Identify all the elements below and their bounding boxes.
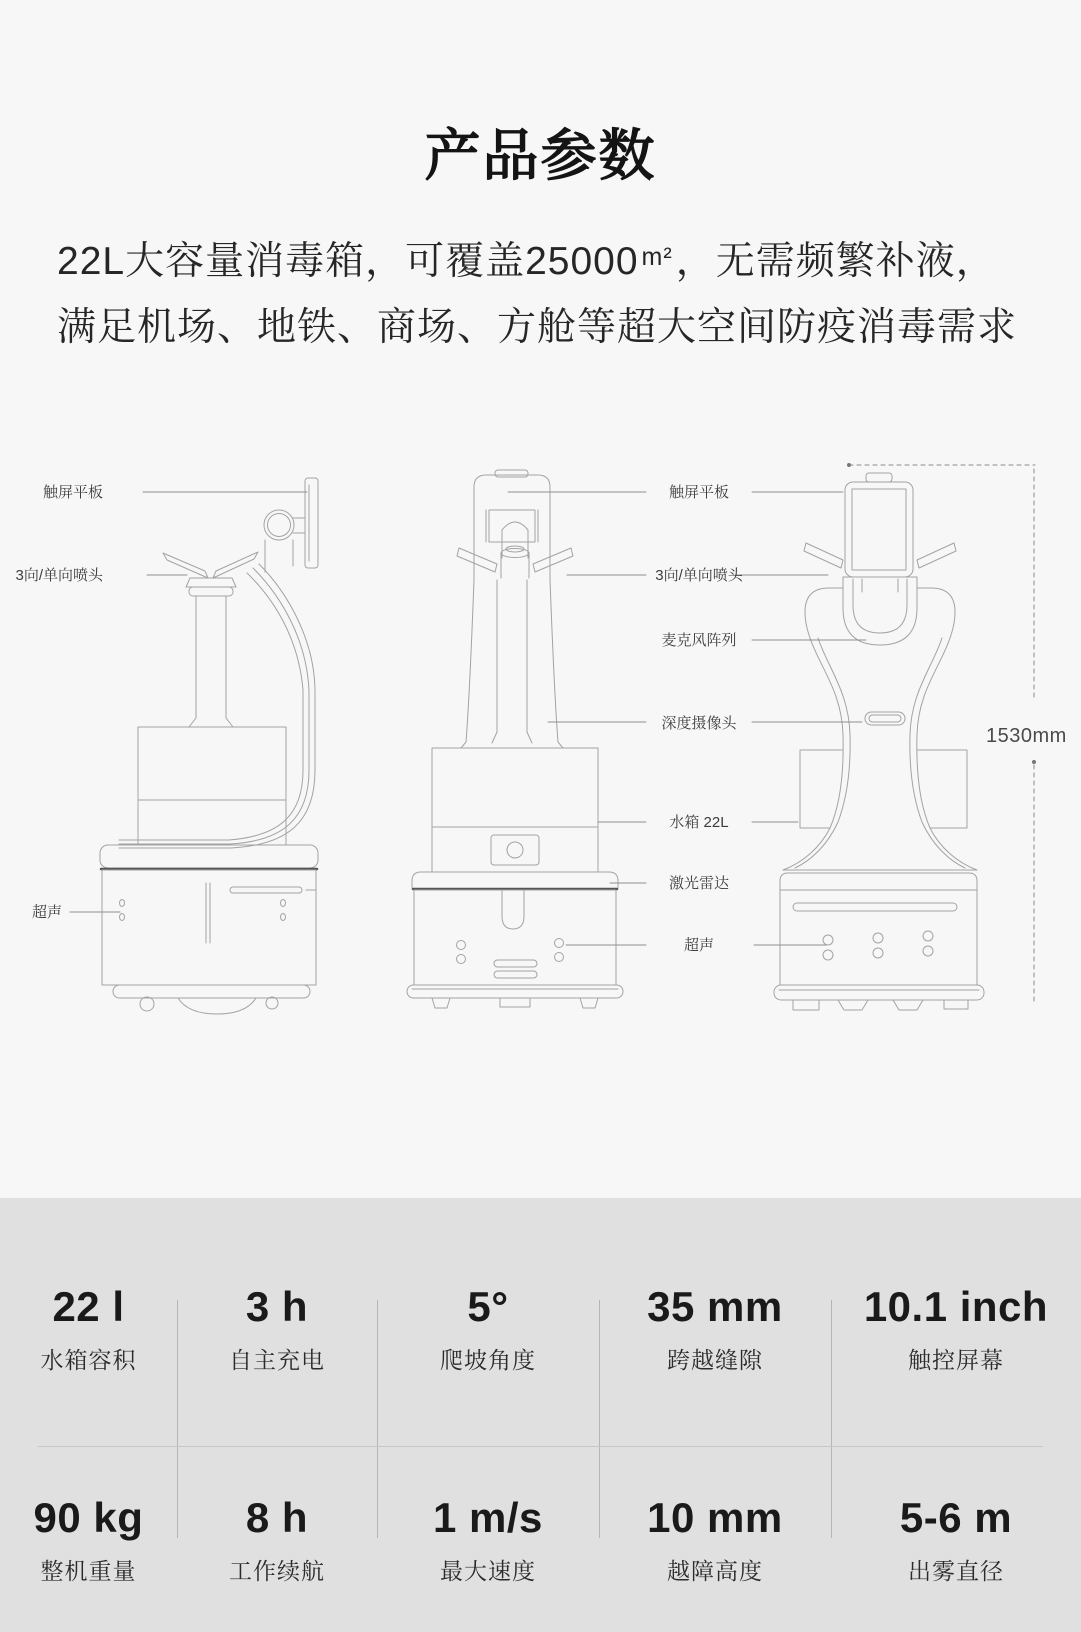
spec-label: 爬坡角度 <box>439 1347 536 1373</box>
spec-value: 10.1 inch <box>863 1283 1049 1330</box>
spec-value: 5° <box>467 1283 509 1330</box>
callout-touchscreen: 触屏平板 <box>668 484 729 501</box>
spec-label: 最大速度 <box>439 1558 536 1584</box>
spec-value: 3 h <box>245 1283 309 1330</box>
spec-item-climb-angle <box>377 1198 599 1446</box>
spec-value: 1 m/s <box>433 1494 543 1541</box>
description-line2: 满足机场、地铁、商场、方舱等超大空间防疫消毒需求 <box>57 306 1018 349</box>
description-line1-pre: 22L大容量消毒箱，可覆盖25000 <box>57 240 639 283</box>
spec-row-1 <box>0 1198 1081 1446</box>
spec-item-obstacle-height <box>599 1447 831 1632</box>
callout-lidar: 激光雷达 <box>668 875 729 892</box>
spec-item-tank-capacity <box>0 1198 177 1446</box>
spec-value: 90 kg <box>33 1494 144 1541</box>
spec-label: 出雾直径 <box>907 1558 1004 1584</box>
robot-diagram <box>0 440 1081 1015</box>
spec-value: 8 h <box>245 1494 309 1541</box>
description-line1-post: ，无需频繁补液， <box>675 240 996 283</box>
spec-item-work-duration <box>177 1447 377 1632</box>
callout-nozzle: 3向/单向喷头 <box>655 567 743 584</box>
spec-label: 工作续航 <box>228 1558 325 1584</box>
spec-item-gap-crossing <box>599 1198 831 1446</box>
product-description <box>57 224 1037 361</box>
spec-section <box>0 1198 1081 1632</box>
spec-label: 自主充电 <box>228 1347 325 1373</box>
callout-depth-camera: 深度摄像头 <box>661 715 737 732</box>
spec-item-max-speed <box>377 1447 599 1632</box>
callout-ultrasonic: 超声 <box>683 937 714 954</box>
height-dimension-label: 1530mm <box>986 725 1067 747</box>
spec-value: 35 mm <box>647 1283 783 1330</box>
robot-left-side-view <box>100 478 318 1014</box>
spec-value: 10 mm <box>647 1494 783 1541</box>
callout-water-tank: 水箱 22L <box>669 814 729 831</box>
page-title: 产品参数 <box>424 124 657 187</box>
callout-ultrasonic-left: 超声 <box>31 904 62 921</box>
callout-microphone-array: 麦克风阵列 <box>661 632 737 649</box>
spec-value: 5-6 m <box>899 1494 1013 1541</box>
callout-nozzle-left: 3向/单向喷头 <box>15 567 103 584</box>
hero-section <box>0 0 1081 440</box>
spec-label: 越障高度 <box>666 1558 763 1584</box>
robot-line-art <box>0 440 1081 1015</box>
spec-value: 22 l <box>52 1283 125 1330</box>
spec-label: 触控屏幕 <box>907 1347 1004 1373</box>
spec-item-touch-screen <box>831 1198 1081 1446</box>
callout-touchscreen-left: 触屏平板 <box>42 484 103 501</box>
spec-item-weight <box>0 1447 177 1632</box>
spec-label: 跨越缝隙 <box>666 1347 763 1373</box>
robot-rear-view <box>774 473 984 1010</box>
spec-label: 整机重量 <box>40 1558 137 1584</box>
spec-row-2 <box>0 1447 1081 1632</box>
robot-front-view <box>407 470 623 1008</box>
spec-label: 水箱容积 <box>40 1347 137 1373</box>
square-meter-unit: m² <box>641 243 673 271</box>
spec-item-auto-charge <box>177 1198 377 1446</box>
spec-item-mist-diameter <box>831 1447 1081 1632</box>
